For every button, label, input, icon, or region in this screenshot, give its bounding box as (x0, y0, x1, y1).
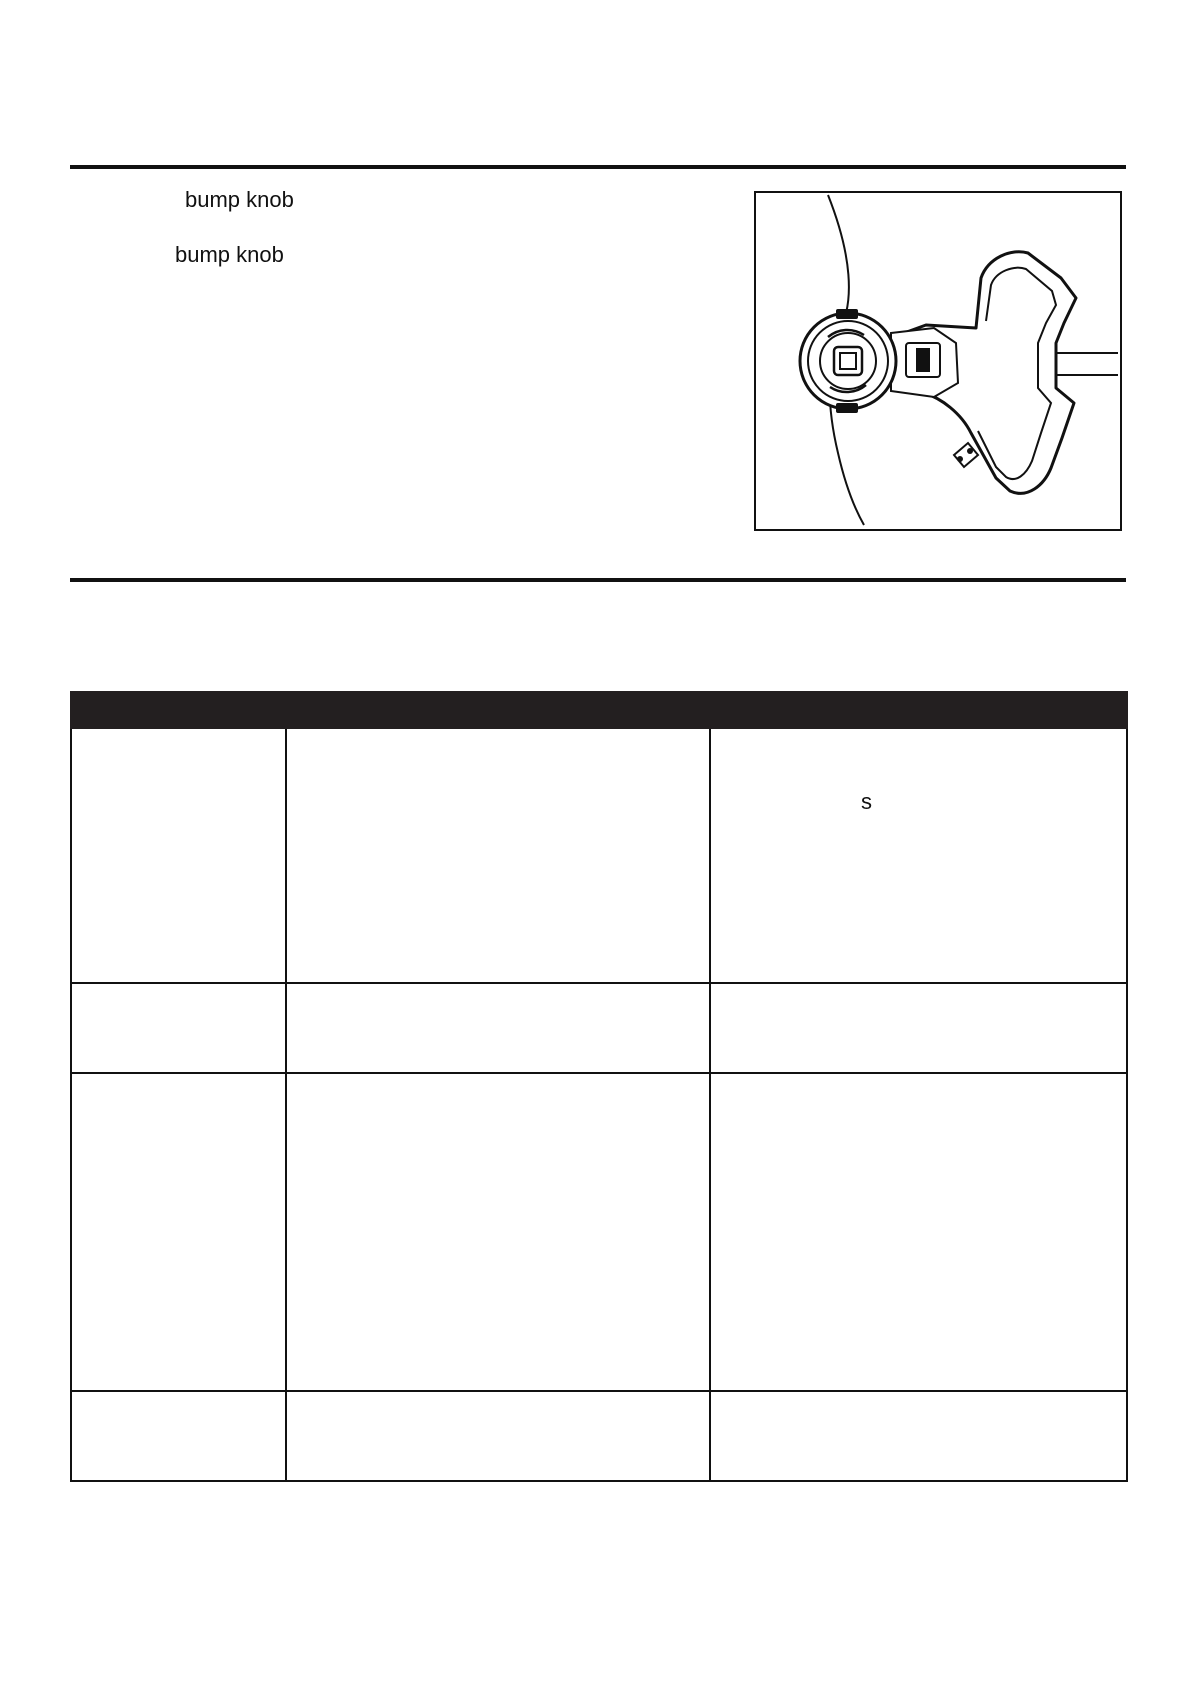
instruction-line-1: bump knob (185, 187, 294, 212)
table-row (71, 1391, 1127, 1481)
solution-cell (710, 1073, 1127, 1391)
problem-cell (71, 1391, 286, 1481)
header-cause (286, 692, 710, 728)
string-trimmer-head-figure-icon (756, 193, 1120, 529)
cause-cell (286, 1391, 710, 1481)
table-row (71, 728, 1127, 983)
cause-cell (286, 983, 710, 1073)
header-problem (71, 692, 286, 728)
header-solution (710, 692, 1127, 728)
problem-cell (71, 1073, 286, 1391)
solution-cell (710, 983, 1127, 1073)
cause-cell (286, 728, 710, 983)
problem-cell (71, 983, 286, 1073)
table-row (71, 1073, 1127, 1391)
trimmer-head-figure (754, 191, 1122, 531)
table-row (71, 983, 1127, 1073)
top-rule (70, 165, 1126, 169)
troubleshooting-table (70, 691, 1128, 1482)
solution-cell (710, 1391, 1127, 1481)
problem-cell (71, 728, 286, 983)
cause-cell (286, 1073, 710, 1391)
table-header-row (71, 692, 1127, 728)
instruction-line-2: bump knob (175, 242, 284, 267)
section-rule (70, 578, 1126, 582)
solution-fragment: s (861, 789, 872, 814)
solution-cell (710, 728, 1127, 983)
